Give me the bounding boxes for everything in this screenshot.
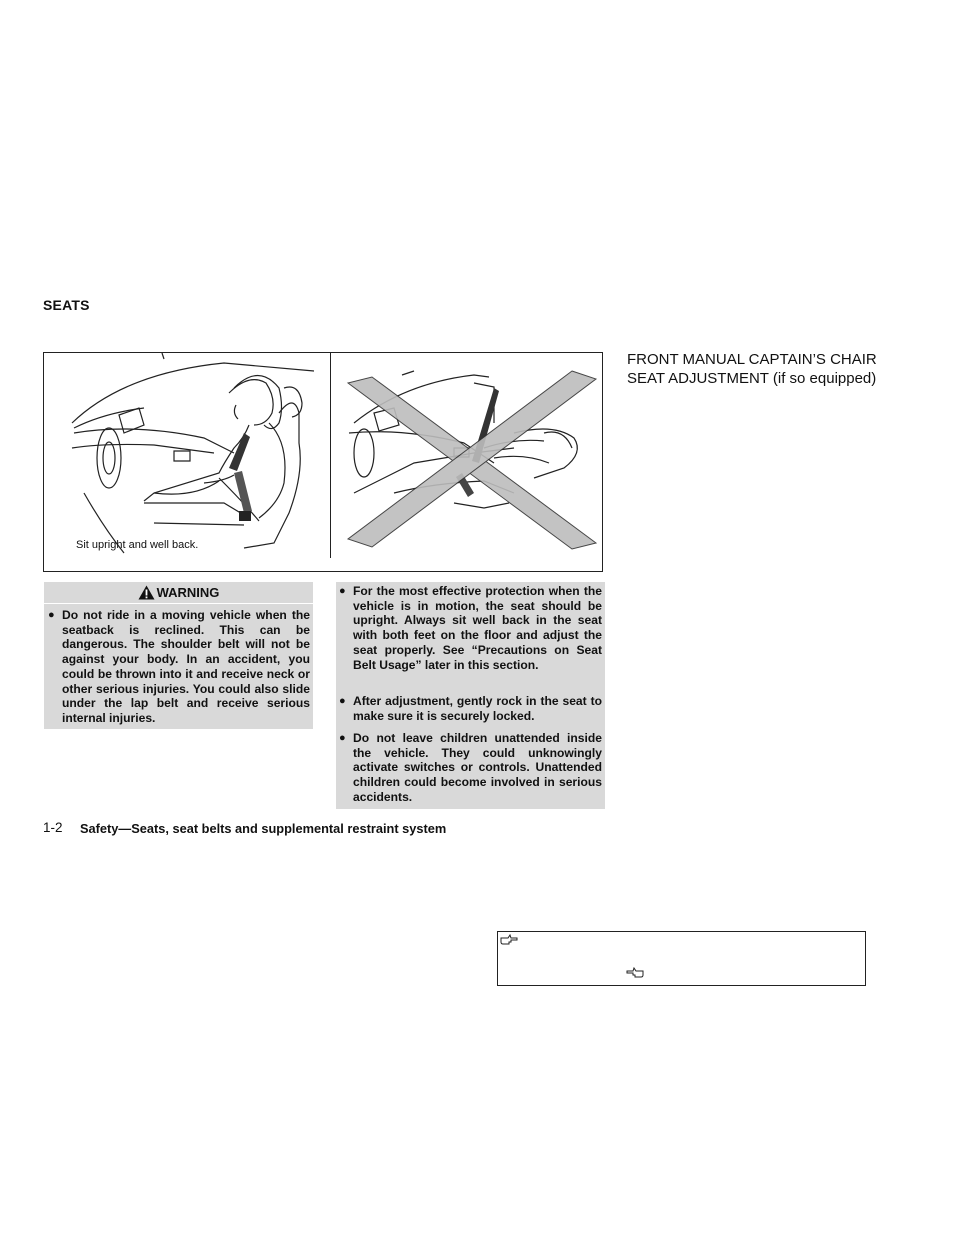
pointing-hand-icon [626,967,644,979]
warning-header [44,582,313,604]
notes-box [336,582,605,809]
pointing-hand-icon [500,934,518,946]
page-number: 1-2 [43,820,63,835]
warning-label: WARNING [156,585,220,600]
figure-caption: Sit upright and well back. [76,539,199,551]
note-item: ● For the most effective protection when the vehicle is in motion, the seat should be upright. Always sit well back in the seat with both feet on the floor and adjust the seat properly. See “Precautions on Seat Belt Usage” later in this section. [339,584,602,672]
subheading-line1: FRONT MANUAL CAPTAIN’S CHAIR [627,351,877,368]
incorrect-seating-illustration [334,353,602,571]
warning-item: ● Do not ride in a moving vehicle when the seatback is reclined. This can be dangerous. The shoulder belt will not be against your body. In an accident, you could be thrown into it and receive neck or other serious injuries. You could also slide under the lap belt and receive serious internal injuries. [48,608,310,725]
figure-divider [330,353,331,558]
subheading [627,350,917,388]
warning-triangle-icon [138,585,155,600]
footer-title: Safety—Seats, seat belts and supplemental restraint system [80,821,447,836]
correct-seating-illustration [44,353,330,571]
bullet-icon: ● [339,732,346,744]
warning-body [44,604,313,729]
reference-box [497,931,866,986]
figure-illustration [43,352,603,572]
subheading-line2 [627,369,917,388]
bullet-icon: ● [339,585,346,597]
bullet-icon: ● [48,609,55,621]
warning-box [44,582,313,729]
bullet-icon: ● [339,695,346,707]
note-item: ● Do not leave children unattended inside the vehicle. They could unknowingly activate switches or controls. Unattended children could become involved in serious accidents. [339,731,602,804]
subheading-line2-main: SEAT ADJUSTMENT [627,370,769,387]
section-title: SEATS [43,297,90,313]
subheading-note: (if so equipped) [772,370,877,387]
note-item: ● After adjustment, gently rock in the seat to make sure it is securely locked. [339,694,602,723]
